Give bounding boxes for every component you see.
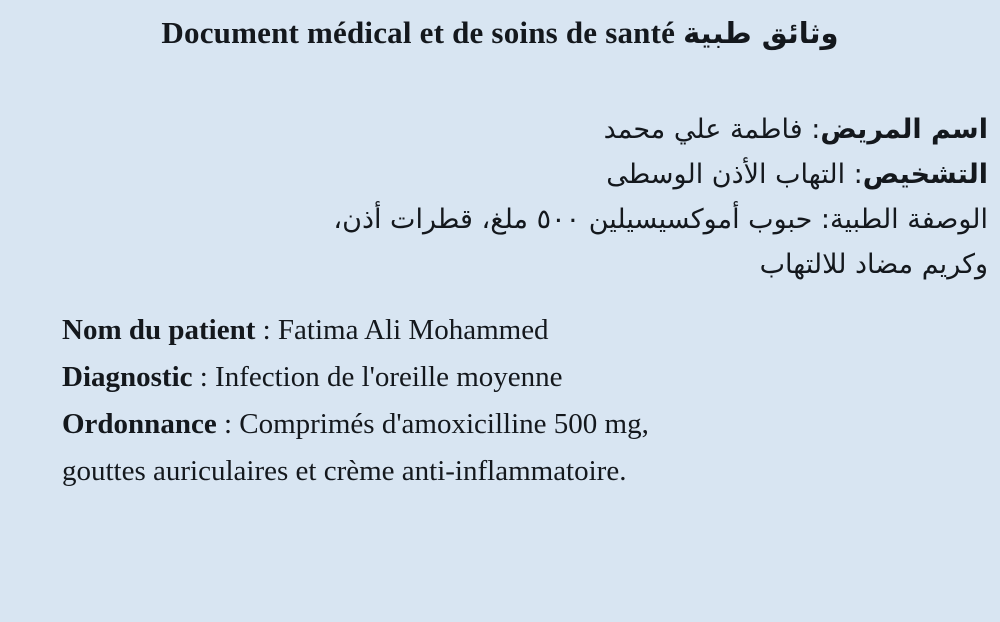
french-prescription-value: : Comprimés d'amoxicilline 500 mg, [216, 408, 649, 441]
french-patient-line [62, 309, 1000, 351]
french-prescription-label: Ordonnance [62, 408, 217, 441]
french-prescription-line-2 [62, 450, 1000, 492]
arabic-diagnosis-value: : التهاب الأذن الوسطى [606, 159, 863, 191]
arabic-prescription-line-2 [40, 244, 988, 285]
arabic-prescription-label: الوصفة الطبية [830, 204, 988, 236]
french-patient-value: : Fatima Ali Mohammed [255, 314, 549, 347]
arabic-patient-value: : فاطمة علي محمد [603, 114, 821, 146]
french-patient-label: Nom du patient [62, 314, 256, 347]
french-diagnosis-label: Diagnostic [62, 361, 193, 394]
arabic-prescription-value-2: وكريم مضاد للالتهاب [759, 249, 988, 281]
arabic-prescription-line [40, 199, 988, 240]
arabic-diagnosis-line [40, 154, 988, 195]
arabic-section [0, 51, 1000, 285]
french-prescription-value-2: gouttes auriculaires et crème anti-inflammatoire. [62, 455, 627, 488]
arabic-patient-label: اسم المريض [820, 114, 988, 146]
arabic-patient-line [40, 109, 988, 150]
page-title [0, 0, 1000, 51]
page-title-french: Document médical et de soins de santé [161, 15, 676, 50]
arabic-prescription-value: : حبوب أموكسيسيلين ٥٠٠ ملغ، قطرات أذن، [333, 204, 831, 236]
french-prescription-line [62, 403, 1000, 445]
french-section [0, 289, 1000, 492]
page-title-arabic: وثائق طبية [683, 16, 839, 50]
french-diagnosis-line [62, 356, 1000, 398]
arabic-diagnosis-label: التشخيص [862, 159, 988, 191]
french-diagnosis-value: : Infection de l'oreille moyenne [192, 361, 563, 394]
